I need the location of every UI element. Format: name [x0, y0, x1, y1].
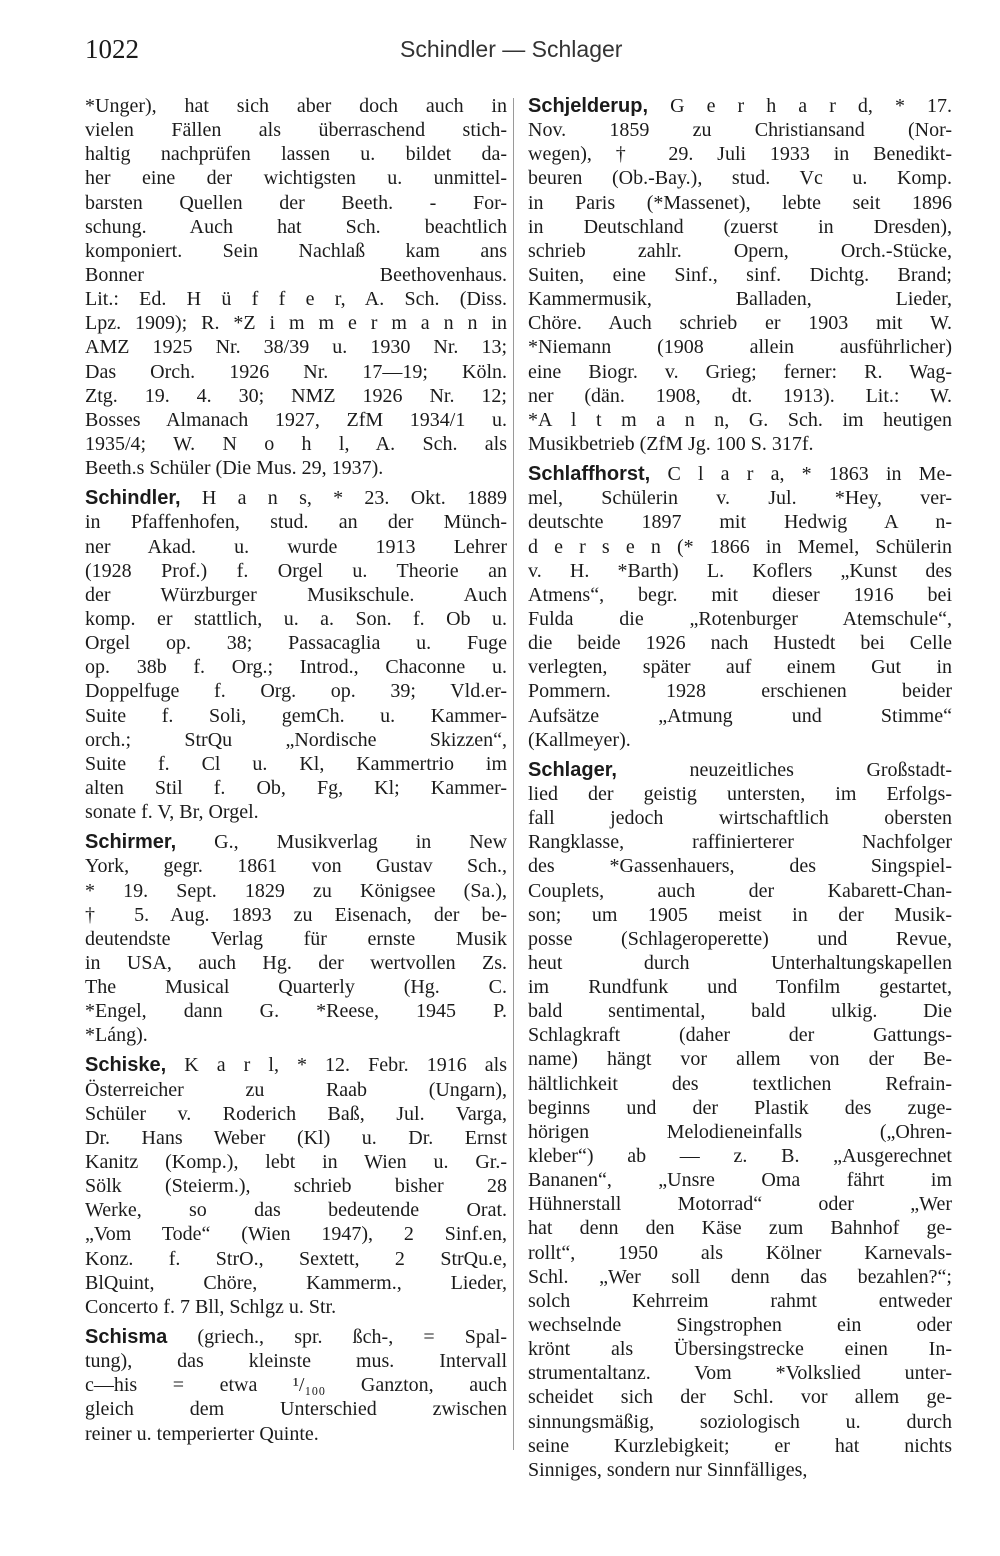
text-line: [85, 903, 507, 927]
text-line: [528, 782, 952, 806]
text-line: [528, 1096, 952, 1120]
line-text: orch.; StrQu „Nordische Skizzen“,: [85, 728, 507, 751]
line-text: Bosses Almanach 1927, ZfM 1934/1 u.: [85, 408, 507, 431]
text-line: [85, 1325, 507, 1349]
text-line: [85, 655, 507, 679]
line-text: Suite f. Soli, gemCh. u. Kammer-: [85, 704, 507, 727]
line-text: Doppelfuge f. Org. op. 39; Vld.er-: [85, 680, 507, 703]
line-text: sinnungsmäßig, soziologisch u. durch: [528, 1410, 952, 1433]
text-line: [85, 1271, 507, 1295]
line-text: Aufsätze „Atmung und Stimme“: [528, 704, 952, 727]
text-line: [528, 191, 952, 215]
line-text: wechselnde Singstrophen ein oder: [528, 1314, 952, 1337]
line-text: ner Akad. u. wurde 1913 Lehrer: [85, 535, 507, 558]
line-text: name) hängt vor allem von der Be-: [528, 1048, 952, 1071]
text-line: [528, 830, 952, 854]
line-text: die beide 1926 nach Hustedt bei Celle: [528, 632, 952, 655]
text-line: [528, 486, 952, 510]
text-line: [528, 728, 952, 752]
line-text: Orgel op. 38; Passacaglia u. Fuge: [85, 632, 507, 655]
entry-headword: Schisma: [85, 1326, 168, 1349]
text-line: [528, 1144, 952, 1168]
line-text: Dr. Hans Weber (Kl) u. Dr. Ernst: [85, 1126, 507, 1149]
line-text: beuren (Ob.-Bay.), stud. Vc u. Komp.: [528, 167, 952, 190]
text-line: [85, 583, 507, 607]
line-text: Österreicher zu Raab (Ungarn),: [85, 1078, 507, 1101]
line-text: des *Gassenhauers, des Singspiel-: [528, 855, 952, 878]
line-text: C l a r a, * 1863 in Me-: [667, 463, 952, 486]
line-text: Nov. 1859 zu Christiansand (Nor-: [528, 119, 952, 142]
text-line: [85, 191, 507, 215]
text-line: [85, 800, 507, 824]
text-line: [85, 239, 507, 263]
text-line: [528, 679, 952, 703]
text-line: [528, 1168, 952, 1192]
line-text: d e r s e n (* 1866 in Memel, Schülerin: [528, 535, 952, 558]
line-text: scheidet sich der Schl. vor allem ge-: [528, 1386, 952, 1409]
dictionary-entry-schindler-cont: [85, 94, 507, 480]
line-text: (1928 Prof.) f. Orgel u. Theorie an: [85, 559, 507, 582]
text-line: [85, 559, 507, 583]
text-line: [85, 311, 507, 335]
line-text: Sölk (Steierm.), schrieb bisher 28: [85, 1175, 507, 1198]
text-line: [528, 854, 952, 878]
line-text: hältlichkeit des textlichen Refrain-: [528, 1072, 952, 1095]
line-text: seine Kurzlebigkeit; er hat nichts: [528, 1434, 952, 1457]
line-text: sonate f. V, Br, Orgel.: [85, 801, 259, 824]
text-line: [528, 607, 952, 631]
text-line: [85, 118, 507, 142]
line-text: Schlagkraft (daher der Gattungs-: [528, 1024, 952, 1047]
line-text: Suite f. Cl u. Kl, Kammertrio im: [85, 752, 507, 775]
entry-headword: Schirmer,: [85, 831, 177, 854]
text-line: [85, 728, 507, 752]
line-text: deutendste Verlag für ernste Musik: [85, 927, 507, 950]
dictionary-entry-schjelderup: [528, 94, 952, 456]
entry-headword: Schjelderup,: [528, 95, 649, 117]
text-line: [528, 118, 952, 142]
line-text: Concerto f. 7 Bll, Schlgz u. Str.: [85, 1295, 337, 1318]
line-text: † 5. Aug. 1893 zu Eisenach, der be-: [85, 903, 507, 926]
text-line: [528, 384, 952, 408]
right-column: [528, 94, 952, 1482]
line-text: „Vom Tode“ (Wien 1947), 2 Sinf.en,: [85, 1223, 507, 1246]
text-line: [528, 999, 952, 1023]
text-line: [528, 311, 952, 335]
line-text: bald sentimental, bald ulkig. Die: [528, 1000, 952, 1023]
line-text: kleber“) ab — z. B. „Ausgerechnet: [528, 1145, 952, 1168]
text-line: [85, 510, 507, 534]
text-line: [528, 1385, 952, 1409]
entry-headword: Schiske,: [85, 1054, 167, 1077]
text-line: [85, 1295, 507, 1319]
text-line: [85, 1078, 507, 1102]
line-text: Werke, so das bedeutende Orat.: [85, 1199, 507, 1222]
line-text: der Würzburger Musikschule. Auch: [85, 583, 507, 606]
line-text: im Rundfunk und Tonfilm gestartet,: [528, 976, 952, 999]
text-line: [85, 1126, 507, 1150]
text-line: [85, 854, 507, 878]
line-text: verlegten, später auf einem Gut in: [528, 656, 952, 679]
text-line: [528, 1047, 952, 1071]
line-text: *Engel, dann G. *Reese, 1945 P.: [85, 1000, 507, 1023]
text-line: [85, 166, 507, 190]
text-line: [528, 1434, 952, 1458]
line-text: in USA, auch Hg. der wertvollen Zs.: [85, 951, 507, 974]
text-line: [528, 166, 952, 190]
line-text: Lpz. 1909); R. *Z i m m e r m a n n in: [85, 312, 507, 335]
line-text: Beeth.s Schüler (Die Mus. 29, 1937).: [85, 457, 384, 480]
line-text: lied der geistig untersten, im Erfolgs-: [528, 782, 952, 805]
entry-headword: Schlaffhorst,: [528, 463, 651, 486]
text-line: [528, 1410, 952, 1434]
line-text: Kammermusik, Balladen, Lieder,: [528, 288, 952, 311]
dictionary-entry-schisma: [85, 1325, 507, 1446]
text-line: [528, 94, 952, 118]
line-text: in Pfaffenhofen, stud. an der Münch-: [85, 511, 507, 534]
line-text: Kanitz (Komp.), lebt in Wien u. Gr.-: [85, 1151, 507, 1174]
text-line: [528, 1072, 952, 1096]
page-number: 1022: [85, 34, 139, 64]
line-text: solch Kehrreim rahmt entweder: [528, 1289, 952, 1312]
text-line: [85, 1102, 507, 1126]
line-text: mel, Schülerin v. Jul. *Hey, ver-: [528, 487, 952, 510]
text-line: [528, 535, 952, 559]
line-text: rollt“, 1950 als Kölner Karnevals-: [528, 1241, 952, 1264]
text-line: [85, 927, 507, 951]
text-line: [85, 215, 507, 239]
text-line: [85, 1247, 507, 1271]
text-line: [85, 142, 507, 166]
text-line: [528, 903, 952, 927]
line-text: H a n s, * 23. Okt. 1889: [201, 487, 507, 510]
text-line: [528, 239, 952, 263]
line-text: G., Musikverlag in New: [214, 831, 507, 854]
dictionary-entry-schlaffhorst: [528, 462, 952, 752]
line-text: Atmens“, begr. mit dieser 1916 bei: [528, 583, 952, 606]
running-title: Schindler — Schlager: [400, 36, 623, 62]
text-line: [85, 951, 507, 975]
line-text: 1935/4; W. N o h l, A. Sch. als: [85, 432, 507, 455]
text-line: [528, 1337, 952, 1361]
text-line: [85, 287, 507, 311]
line-text: Lit.: Ed. H ü f f e r, A. Sch. (Diss.: [85, 288, 507, 311]
text-line: [528, 631, 952, 655]
text-line: [85, 535, 507, 559]
text-line: [85, 408, 507, 432]
text-line: [85, 1422, 507, 1446]
line-text: *A l t m a n n, G. Sch. im heutigen: [528, 408, 952, 431]
line-text: haltig nachprüfen lassen u. bildet da-: [85, 143, 507, 166]
text-line: [85, 1053, 507, 1077]
text-line: [85, 94, 507, 118]
text-line: [528, 1120, 952, 1144]
line-text: Fulda die „Rotenburger Atemschule“,: [528, 607, 952, 630]
line-text: eine Biogr. v. Grieg; ferner: R. Wag-: [528, 360, 952, 383]
text-line: [85, 879, 507, 903]
text-line: [85, 335, 507, 359]
line-text: alten Stil f. Ob, Fg, Kl; Kammer-: [85, 776, 507, 799]
line-text: The Musical Quarterly (Hg. C.: [85, 976, 507, 999]
text-line: [528, 142, 952, 166]
line-text: Ztg. 19. 4. 30; NMZ 1926 Nr. 12;: [85, 384, 507, 407]
text-line: [528, 583, 952, 607]
text-line: [528, 1265, 952, 1289]
text-line: [528, 510, 952, 534]
text-line: [528, 1313, 952, 1337]
line-text: fall jedoch wirtschaftlich obersten: [528, 807, 952, 830]
line-text: Hühnerstall Motorrad“ oder „Wer: [528, 1193, 952, 1216]
line-text: in Paris (*Massenet), lebte seit 1896: [528, 191, 952, 214]
line-text: * 19. Sept. 1829 zu Königsee (Sa.),: [85, 879, 507, 902]
line-text: G e r h a r d, * 17.: [670, 95, 952, 117]
line-text: c—his = etwa ¹/₁₀₀ Ganzton, auch: [85, 1374, 507, 1397]
text-line: [528, 704, 952, 728]
dictionary-entry-schindler: [85, 486, 507, 824]
line-text: in Deutschland (zuerst in Dresden),: [528, 215, 952, 238]
line-text: (Kallmeyer).: [528, 728, 631, 751]
line-text: hörigen Melodieneinfalls („Ohren-: [528, 1120, 952, 1143]
text-line: [85, 679, 507, 703]
text-line: [85, 1023, 507, 1047]
text-line: [528, 559, 952, 583]
text-line: [528, 1023, 952, 1047]
line-text: York, gegr. 1861 von Gustav Sch.,: [85, 855, 507, 878]
line-text: barsten Quellen der Beeth. - For-: [85, 191, 507, 214]
line-text: reiner u. temperierter Quinte.: [85, 1422, 319, 1445]
line-text: beginns und der Plastik des zuge-: [528, 1096, 952, 1119]
text-line: [528, 215, 952, 239]
dictionary-entry-schiske: [85, 1053, 507, 1319]
text-line: [528, 287, 952, 311]
line-text: ner (dän. 1908, dt. 1913). Lit.: W.: [528, 384, 952, 407]
text-line: [528, 1361, 952, 1385]
line-text: Bonner Beethovenhaus.: [85, 263, 507, 286]
text-line: [528, 1216, 952, 1240]
line-text: wegen), † 29. Juli 1933 in Benedikt-: [528, 143, 952, 166]
text-line: [85, 830, 507, 854]
page-header: [85, 34, 955, 74]
line-text: *Niemann (1908 allein ausführlicher): [528, 336, 952, 359]
line-text: K a r l, * 12. Febr. 1916 als: [184, 1054, 507, 1077]
text-line: [85, 999, 507, 1023]
line-text: posse (Schlageroperette) und Revue,: [528, 927, 952, 950]
text-line: [85, 1373, 507, 1397]
line-text: v. H. *Barth) L. Koflers „Kunst des: [528, 559, 952, 582]
text-line: [85, 631, 507, 655]
line-text: Couplets, auch der Kabarett-Chan-: [528, 879, 952, 902]
text-line: [528, 806, 952, 830]
line-text: vielen Fällen als überraschend stich-: [85, 119, 507, 142]
dictionary-entry-schirmer: [85, 830, 507, 1047]
line-text: schrieb zahlr. Opern, Orch.-Stücke,: [528, 239, 952, 262]
line-text: strumentaltanz. Vom *Volkslied unter-: [528, 1362, 952, 1385]
text-line: [85, 607, 507, 631]
text-line: [528, 462, 952, 486]
line-text: op. 38b f. Org.; Introd., Chaconne u.: [85, 656, 507, 679]
line-text: gleich dem Unterschied zwischen: [85, 1398, 507, 1421]
line-text: AMZ 1925 Nr. 38/39 u. 1930 Nr. 13;: [85, 336, 507, 359]
line-text: (griech., spr. ßch-, = Spal-: [197, 1326, 507, 1349]
entry-headword: Schlager,: [528, 758, 617, 781]
line-text: komp. er stattlich, u. a. Son. f. Ob u.: [85, 607, 507, 630]
text-line: [528, 879, 952, 903]
text-line: [85, 1397, 507, 1421]
text-line: [85, 360, 507, 384]
text-line: [528, 1192, 952, 1216]
line-text: *Unger), hat sich aber doch auch in: [85, 95, 507, 117]
line-text: Bananen“, „Unsre Oma fährt im: [528, 1169, 952, 1192]
text-line: [85, 1174, 507, 1198]
line-text: neuzeitliches Großstadt-: [689, 758, 952, 781]
line-text: *Láng).: [85, 1024, 148, 1047]
line-text: Schl. „Wer soll denn das bezahlen?“;: [528, 1265, 952, 1288]
text-line: [85, 432, 507, 456]
line-text: Pommern. 1928 erschienen beider: [528, 680, 952, 703]
text-line: [528, 408, 952, 432]
text-line: [85, 1150, 507, 1174]
text-line: [85, 263, 507, 287]
line-text: schung. Auch hat Sch. beachtlich: [85, 215, 507, 238]
line-text: Chöre. Auch schrieb er 1903 mit W.: [528, 312, 952, 335]
text-line: [528, 360, 952, 384]
line-text: son; um 1905 meist in der Musik-: [528, 903, 952, 926]
column-divider: [513, 98, 514, 1450]
line-text: Musikbetrieb (ZfM Jg. 100 S. 317f.: [528, 432, 814, 455]
text-line: [528, 758, 952, 782]
line-text: her eine der wichtigsten u. unmittel-: [85, 167, 507, 190]
text-line: [85, 1198, 507, 1222]
text-line: [85, 456, 507, 480]
line-text: krönt als Übersingstrecke einen In-: [528, 1338, 952, 1361]
line-text: Sinniges, sondern nur Sinnfälliges,: [528, 1458, 808, 1481]
line-text: Konz. f. StrO., Sextett, 2 StrQu.e,: [85, 1247, 507, 1270]
text-line: [85, 975, 507, 999]
line-text: komponiert. Sein Nachlaß kam ans: [85, 239, 507, 262]
text-line: [85, 1222, 507, 1246]
text-line: [528, 1458, 952, 1482]
entry-headword: Schindler,: [85, 487, 181, 510]
text-line: [528, 1289, 952, 1313]
line-text: hat denn den Käse zum Bahnhof ge-: [528, 1217, 952, 1240]
text-line: [528, 1241, 952, 1265]
line-text: deutschte 1897 mit Hedwig A n-: [528, 511, 952, 534]
text-line: [528, 263, 952, 287]
line-text: BlQuint, Chöre, Kammerm., Lieder,: [85, 1271, 507, 1294]
text-line: [528, 951, 952, 975]
text-line: [85, 752, 507, 776]
line-text: heut durch Unterhaltungskapellen: [528, 951, 952, 974]
line-text: Das Orch. 1926 Nr. 17—19; Köln.: [85, 360, 507, 383]
text-line: [85, 384, 507, 408]
text-line: [528, 975, 952, 999]
line-text: Suiten, eine Sinf., sinf. Dichtg. Brand;: [528, 263, 952, 286]
text-line: [85, 776, 507, 800]
text-line: [528, 655, 952, 679]
left-column: [85, 94, 507, 1446]
line-text: tung), das kleinste mus. Intervall: [85, 1350, 507, 1373]
text-line: [528, 927, 952, 951]
line-text: Rangklasse, raffinierterer Nachfolger: [528, 831, 952, 854]
text-line: [528, 432, 952, 456]
line-text: Schüler v. Roderich Baß, Jul. Varga,: [85, 1102, 507, 1125]
text-line: [85, 704, 507, 728]
text-line: [85, 1349, 507, 1373]
text-line: [528, 335, 952, 359]
text-line: [85, 486, 507, 510]
dictionary-entry-schlager: [528, 758, 952, 1482]
